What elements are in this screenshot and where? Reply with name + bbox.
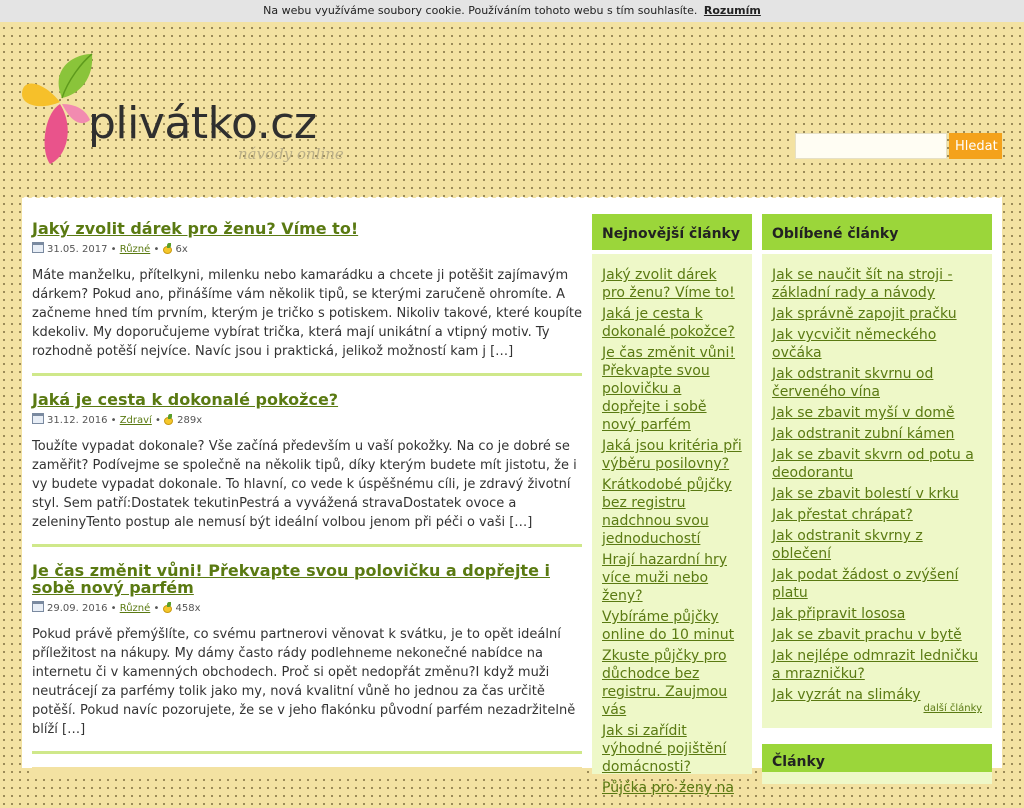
article-meta: 31.12. 2016 • Zdraví • 289x <box>32 413 582 427</box>
newest-heading: Nejnovější články <box>592 214 752 254</box>
newest-articles-box <box>592 214 752 796</box>
views-icon <box>163 602 173 612</box>
views-icon <box>164 414 174 424</box>
newest-list <box>592 254 752 808</box>
search-button[interactable]: Hledat <box>949 133 1002 159</box>
list-item <box>772 305 982 323</box>
article-item <box>32 562 582 754</box>
article-meta: 29.09. 2016 • Různé • 458x <box>32 601 582 615</box>
newest-link[interactable]: Jaká je cesta k dokonalé pokožce? <box>602 306 735 340</box>
newest-link[interactable]: Půjčka pro ženy na <box>602 780 734 796</box>
popular-link[interactable]: Jak vycvičit německého ovčáka <box>772 327 937 361</box>
site-logo[interactable] <box>20 50 350 170</box>
article-views: 6x <box>175 244 188 255</box>
newest-link[interactable]: Krátkodobé půjčky bez registru nadchnou svou jednoduchostí <box>602 477 732 547</box>
articles-box <box>762 744 992 784</box>
article-item <box>32 391 582 547</box>
popular-link[interactable]: Jak podat žádost o zvýšení platu <box>772 567 959 601</box>
popular-articles-box <box>762 214 992 728</box>
popular-link[interactable]: Jak se naučit šít na stroji - základní rady a návody <box>772 267 953 301</box>
cookie-accept-link[interactable]: Rozumím <box>703 4 761 17</box>
article-views: 458x <box>175 603 201 614</box>
article-date: 31.12. 2016 <box>47 415 108 426</box>
search-input[interactable] <box>795 133 947 159</box>
popular-link[interactable]: Jak vyzrát na slimáky <box>772 687 921 703</box>
popular-link[interactable]: Jak se zbavit prachu v bytě <box>772 627 962 643</box>
popular-link[interactable]: Jak odstranit zubní kámen <box>772 426 955 442</box>
list-item <box>602 476 742 548</box>
article-title-link[interactable]: Jaký zvolit dárek pro ženu? Víme to! <box>32 219 359 238</box>
list-item <box>772 605 982 623</box>
cookie-bar <box>0 0 1024 22</box>
list-item <box>772 425 982 443</box>
newest-link[interactable]: Vybíráme půjčky online do 10 minut <box>602 609 735 643</box>
list-item <box>772 527 982 563</box>
article-meta: 31.05. 2017 • Různé • 6x <box>32 242 582 256</box>
article-title-link[interactable]: Je čas změnit vůni! Překvapte svou polovičku a dopřejte i sobě nový parfém <box>32 561 550 597</box>
popular-link[interactable]: Jak se zbavit skvrn od potu a deodorantu <box>772 447 974 481</box>
article-excerpt: Máte manželku, přítelkyni, milenku nebo kamarádku a chcete ji potěšit zajímavým dárkem? Pokud ano, přinášíme vám několik tipů, se kterými zaručeně ohromíte. A začneme hned tím prvním, kterým je tričko s potiskem. Nikoliv takové, které koupíte kdekoliv. My doporučujeme vybírat trička, která mají unikátní a vtipný motiv. Ty rozhodně potěší nejvíce. Navíc jsou i praktická, jelikož možností kam j […] <box>32 268 583 359</box>
popular-link[interactable]: Jak se zbavit myší v domě <box>772 405 955 421</box>
newest-link[interactable]: Zkuste půjčky pro důchodce bez registru. Zaujmou vás <box>602 648 728 718</box>
list-item <box>772 266 982 302</box>
popular-heading: Oblíbené články <box>762 214 992 254</box>
article-title-link[interactable]: Jaká je cesta k dokonalé pokožce? <box>32 390 339 409</box>
list-item <box>602 437 742 473</box>
list-item <box>602 722 742 776</box>
article-date: 31.05. 2017 <box>47 244 108 255</box>
list-item <box>602 344 742 434</box>
list-item <box>772 365 982 401</box>
article-category-link[interactable]: Různé <box>119 603 151 614</box>
popular-link[interactable]: Jak přestat chrápat? <box>772 507 913 523</box>
calendar-icon <box>32 413 44 424</box>
popular-link[interactable]: Jak odstranit skvrny z oblečení <box>772 528 923 562</box>
popular-link[interactable]: Jak se zbavit bolestí v krku <box>772 486 959 502</box>
newest-link[interactable]: Jaký zvolit dárek pro ženu? Víme to! <box>602 267 735 301</box>
article-excerpt: Toužíte vypadat dokonale? Vše začíná především u vaší pokožky. Na co je dobré se zaměřit? Podívejme se společně na několik tipů, díky kterým budete mít jistotu, že i vy budete vypadat dokonale. To hlavní, co vede k úspěšnému cíli, je zdravý životní styl. Sem patří:Dostatek tekutinPestrá a vyvážená stravaDostatek ovoce a zeleninyTento postup ale nemusí být ideální volbou jenom při péči o vaši […] <box>32 439 577 530</box>
calendar-icon <box>32 242 44 253</box>
popular-link[interactable]: Jak správně zapojit pračku <box>772 306 957 322</box>
list-item <box>772 326 982 362</box>
list-item <box>602 551 742 605</box>
article-list <box>32 220 582 775</box>
articles-heading: Články <box>762 744 992 772</box>
article-preview-strip <box>32 767 582 775</box>
article-item <box>32 220 582 376</box>
popular-link[interactable]: Jak odstranit skvrnu od červeného vína <box>772 366 934 400</box>
content-area <box>22 198 1002 796</box>
logo-title: plivátko.cz <box>88 98 317 149</box>
calendar-icon <box>32 601 44 612</box>
list-item <box>602 647 742 719</box>
list-item <box>772 485 982 503</box>
list-item <box>772 404 982 422</box>
list-item <box>772 686 982 704</box>
list-item <box>772 566 982 602</box>
newest-link[interactable]: Hrají hazardní hry více muži nebo ženy? <box>602 552 727 604</box>
list-item <box>772 506 982 524</box>
newest-link[interactable]: Jaká jsou kritéria při výběru posilovny? <box>602 438 742 472</box>
cookie-text: Na webu využíváme soubory cookie. Používáním tohoto webu s tím souhlasíte. <box>263 4 698 17</box>
popular-link[interactable]: Jak nejlépe odmrazit ledničku a mrazničku? <box>772 648 979 682</box>
article-date: 29.09. 2016 <box>47 603 108 614</box>
views-icon <box>163 243 173 253</box>
article-views: 289x <box>177 415 203 426</box>
list-item <box>602 305 742 341</box>
list-item <box>602 266 742 302</box>
list-item <box>602 608 742 644</box>
more-articles <box>923 703 982 714</box>
article-category-link[interactable]: Různé <box>119 244 151 255</box>
logo-subtitle: návody online <box>238 145 344 163</box>
article-category-link[interactable]: Zdraví <box>119 415 152 426</box>
list-item <box>602 779 742 797</box>
more-articles-link[interactable]: další články <box>923 703 982 714</box>
list-item <box>772 446 982 482</box>
list-item <box>772 626 982 644</box>
newest-link[interactable]: Jak si zařídit výhodné pojištění domácnosti? <box>602 723 727 775</box>
search-form <box>795 133 998 159</box>
popular-link[interactable]: Jak připravit lososa <box>772 606 906 622</box>
newest-link[interactable]: Je čas změnit vůni! Překvapte svou polovičku a dopřejte i sobě nový parfém <box>602 345 736 433</box>
article-excerpt: Pokud právě přemýšlíte, co svému partnerovi věnovat k svátku, je to opět ideální příležitost na nákupy. My dámy často rády podlehneme nekonečné nabídce na internetu či v kamenných obchodech. Proč si opět nedopřát změnu?I když muži neutrácejí za parfémy tolik jako my, nová kvalitní vůně ho jednou za čas určitě potěší. Pokud navíc pozorujete, že se v jeho flakónku původní parfém nezadržitelně blíží […] <box>32 627 576 737</box>
list-item <box>772 647 982 683</box>
popular-list <box>762 254 992 715</box>
